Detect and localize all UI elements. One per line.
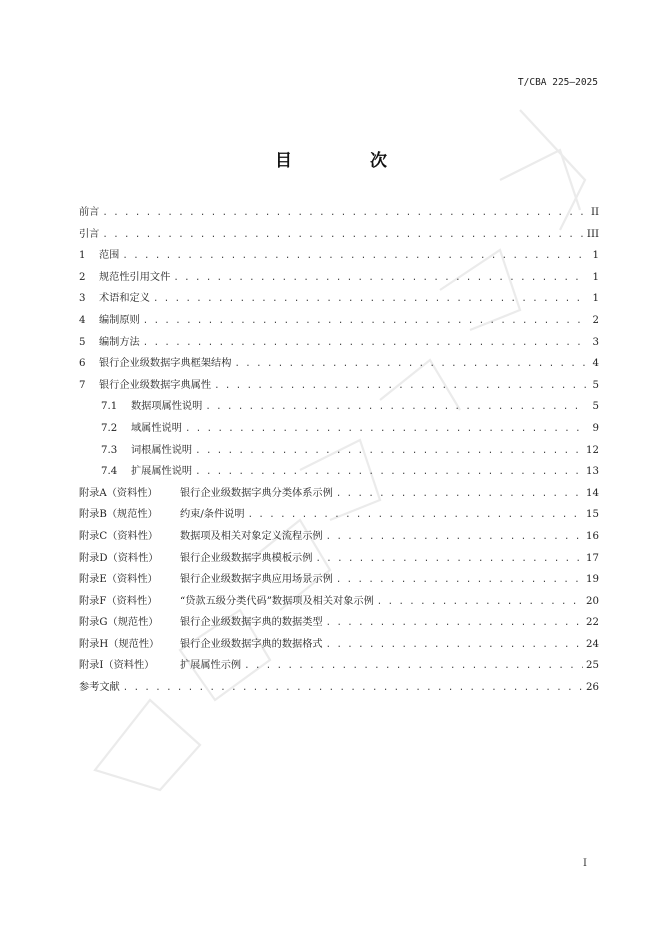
toc-entry-page: 26: [586, 682, 599, 694]
toc-entry[interactable]: [79, 397, 599, 419]
toc-entry-number: 3: [79, 293, 86, 305]
toc-entry[interactable]: [79, 484, 599, 506]
toc-entry-page: 15: [586, 509, 599, 521]
toc-entry[interactable]: [79, 635, 599, 657]
toc-entry-page: II: [590, 207, 599, 218]
toc-entry[interactable]: [79, 570, 599, 592]
toc-entry-number: 5: [79, 336, 86, 348]
toc-dot-leader: [143, 316, 586, 326]
toc-entry[interactable]: [79, 246, 599, 268]
toc-entry-label: 数据项及相关对象定义流程示例: [180, 530, 323, 542]
toc-entry[interactable]: [79, 376, 599, 398]
toc-entry-page: 1: [592, 271, 599, 283]
toc-entry-page: 25: [586, 660, 599, 672]
toc-entry-page: 4: [592, 358, 599, 370]
toc-entry-page: 5: [592, 379, 599, 391]
toc-entry-page: 12: [586, 444, 599, 456]
toc-entry[interactable]: [79, 333, 599, 355]
toc-dot-leader: [173, 273, 586, 283]
toc-entry-page: 16: [586, 530, 599, 542]
toc-entry-label: 参考文献: [79, 682, 120, 694]
toc-dot-leader: [102, 230, 584, 240]
toc-entry-number: 7.2: [101, 422, 118, 434]
toc-dot-leader: [315, 554, 583, 564]
toc-dot-leader: [326, 532, 583, 542]
toc-entry-page: 5: [592, 401, 599, 413]
toc-entry-label: 规范性引用文件: [99, 271, 171, 283]
toc-entry[interactable]: [79, 289, 599, 311]
toc-entry-label: 域属性说明: [131, 422, 182, 434]
toc-entry-label: 银行企业级数据字典框架结构: [99, 358, 232, 370]
toc-entry-page: 20: [586, 595, 599, 607]
toc-entry-label: “贷款五级分类代码”数据项及相关对象示例: [180, 595, 374, 607]
toc-entry[interactable]: [79, 549, 599, 571]
toc-entry-label: 银行企业级数据字典的数据格式: [180, 638, 323, 650]
toc-entry-label: 银行企业级数据字典分类体系示例: [180, 487, 333, 499]
toc-dot-leader: [244, 661, 583, 671]
toc-entry-page: 19: [586, 574, 599, 586]
toc-entry[interactable]: [79, 678, 599, 700]
toc-entry-label: 银行企业级数据字典模板示例: [180, 552, 313, 564]
toc-entry-label: 前言: [79, 207, 100, 218]
toc-entry[interactable]: [79, 505, 599, 527]
toc-entry-label: 扩展属性示例: [180, 660, 242, 672]
toc-entry-label: 编制方法: [99, 336, 140, 348]
toc-entry[interactable]: [79, 311, 599, 333]
toc-entry[interactable]: [79, 225, 599, 247]
toc-dot-leader: [195, 467, 583, 477]
toc-dot-leader: [102, 208, 586, 218]
toc-entry-number: 附录D（资料性）: [79, 552, 159, 564]
toc-entry-page: 3: [592, 336, 599, 348]
toc-dot-leader: [185, 424, 586, 434]
toc-dot-leader: [143, 338, 586, 348]
toc-entry-number: 附录H（规范性）: [79, 638, 160, 650]
toc-entry-page: 13: [586, 466, 599, 478]
toc-dot-leader: [326, 618, 583, 628]
page-title: 目 次: [275, 151, 423, 171]
toc-entry[interactable]: [79, 613, 599, 635]
toc-entry[interactable]: [79, 527, 599, 549]
toc-entry-page: 14: [586, 487, 599, 499]
toc-entry-number: 附录A（资料性）: [79, 487, 158, 499]
toc-entry-page: 1: [592, 250, 599, 262]
toc-entry-number: 7.3: [101, 444, 118, 456]
toc-entry[interactable]: [79, 354, 599, 376]
table-of-contents: [79, 203, 599, 700]
toc-entry-number: 2: [79, 271, 86, 283]
toc-entry-number: 附录E（资料性）: [79, 574, 158, 586]
toc-entry-number: 7.4: [101, 466, 118, 478]
toc-entry[interactable]: [79, 203, 599, 225]
toc-entry-label: 银行企业级数据字典的数据类型: [180, 617, 323, 629]
toc-dot-leader: [326, 640, 583, 650]
toc-entry-label: 引言: [79, 228, 100, 240]
toc-dot-leader: [336, 489, 583, 499]
toc-entry[interactable]: [79, 419, 599, 441]
toc-entry-page: 24: [586, 638, 599, 650]
toc-entry[interactable]: [79, 268, 599, 290]
toc-entry-page: III: [586, 228, 599, 240]
toc-entry-number: 7: [79, 379, 86, 391]
toc-entry-label: 编制原则: [99, 314, 140, 326]
toc-dot-leader: [123, 683, 583, 693]
toc-entry-label: 扩展属性说明: [131, 466, 193, 478]
toc-dot-leader: [153, 294, 586, 304]
toc-entry[interactable]: [79, 462, 599, 484]
toc-entry-label: 银行企业级数据字典应用场景示例: [180, 574, 333, 586]
toc-entry-number: 4: [79, 314, 86, 326]
toc-dot-leader: [122, 251, 586, 261]
toc-dot-leader: [214, 381, 586, 391]
toc-dot-leader: [336, 575, 583, 585]
toc-entry-number: 附录I（资料性）: [79, 660, 155, 672]
toc-entry-number: 6: [79, 358, 86, 370]
page-folio: I: [583, 858, 587, 869]
toc-entry[interactable]: [79, 592, 599, 614]
toc-entry-number: 7.1: [101, 401, 118, 413]
toc-entry-label: 术语和定义: [99, 293, 150, 305]
toc-entry-number: 附录F（资料性）: [79, 595, 158, 607]
toc-entry[interactable]: [79, 656, 599, 678]
toc-entry-page: 2: [592, 314, 599, 326]
toc-entry-number: 附录B（规范性）: [79, 509, 158, 521]
toc-entry-page: 9: [592, 422, 599, 434]
toc-entry-page: 17: [586, 552, 599, 564]
toc-entry-number: 附录C（资料性）: [79, 530, 159, 542]
toc-entry-label: 数据项属性说明: [131, 401, 203, 413]
toc-dot-leader: [195, 446, 583, 456]
toc-entry-number: 1: [79, 250, 86, 262]
toc-dot-leader: [234, 359, 586, 369]
toc-entry-number: 附录G（规范性）: [79, 617, 159, 629]
toc-entry-page: 22: [586, 617, 599, 629]
toc-entry[interactable]: [79, 441, 599, 463]
toc-entry-label: 词根属性说明: [131, 444, 193, 456]
toc-dot-leader: [248, 510, 583, 520]
toc-entry-page: 1: [592, 293, 599, 305]
toc-entry-label: 银行企业级数据字典属性: [99, 379, 212, 391]
toc-dot-leader: [377, 597, 583, 607]
standard-code: T/CBA 225—2025: [517, 77, 598, 88]
toc-entry-label: 范围: [99, 250, 120, 262]
toc-dot-leader: [205, 402, 586, 412]
toc-entry-label: 约束/条件说明: [180, 509, 245, 521]
